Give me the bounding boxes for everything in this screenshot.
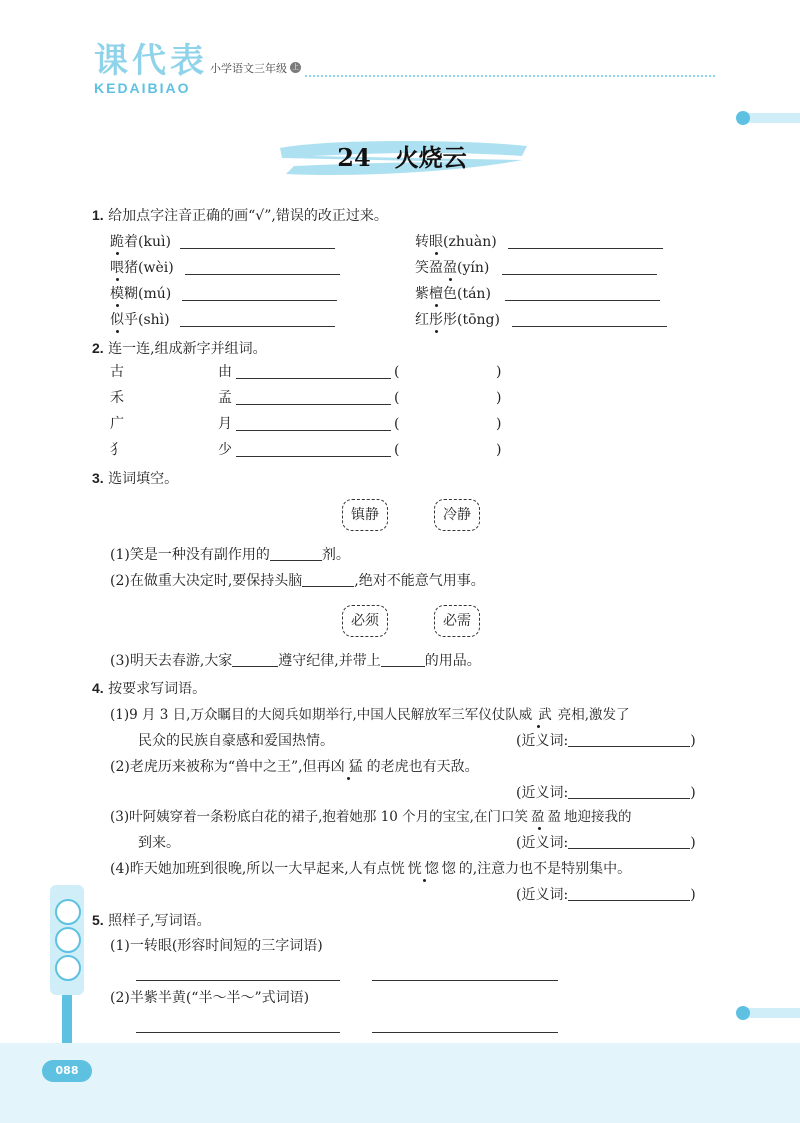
q1-item: 模糊(mú): [110, 286, 172, 302]
q2-left-char: 禾: [110, 390, 124, 406]
q1-answer-line[interactable]: [505, 300, 660, 301]
traffic-light-pole: [62, 995, 72, 1043]
footer-band: [0, 1043, 800, 1123]
word-box: 必须: [342, 605, 388, 637]
q1-item: 红彤彤(tōng): [415, 312, 500, 328]
q5-answer-line[interactable]: [136, 1032, 340, 1033]
q1-item: 笑盈盈(yín): [415, 260, 490, 276]
q2-left-char: 古: [110, 364, 124, 380]
word-box: 镇静: [342, 499, 388, 531]
traffic-light-icon: [50, 885, 84, 995]
q3-prompt: 3. 选词填空。: [92, 470, 179, 487]
q4-sentence-3-line1: (3)叶阿姨穿着一条粉底白花的裙子,抱着她那 10 个月的宝宝,在门口笑盈盈地迎接我的: [110, 809, 632, 825]
jinyi-answer-line[interactable]: [568, 834, 690, 849]
q4-jinyi-2: (近义词: ): [516, 785, 696, 801]
q3-sentence-3: (3)明天去春游,大家 遵守纪律,并带上 的用品。: [110, 653, 481, 669]
q1-prompt: [92, 205, 388, 226]
q2-answer-line[interactable]: [236, 404, 391, 405]
q2-paren-close: ): [496, 416, 502, 432]
q3-sentence-2: (2)在做重大决定时,要保持头脑 ,绝对不能意气用事。: [110, 573, 485, 589]
grade-label: 小学语文三年级: [210, 62, 287, 75]
brand-subtitle: KEDAIBIAO: [94, 80, 191, 96]
q1-number: 1.: [92, 207, 104, 223]
q2-left-char: 犭: [110, 442, 124, 458]
lesson-title: 24 火烧云: [337, 143, 467, 172]
header-dotted-line: [305, 75, 715, 77]
q1-item: 转眼(zhuàn): [415, 234, 497, 250]
q1-answer-line[interactable]: [185, 274, 340, 275]
q5-prompt: 5. 照样子,写词语。: [92, 912, 211, 929]
q2-prompt: 2. 连一连,组成新字并组词。: [92, 340, 267, 357]
q2-right-char: 少: [218, 442, 232, 458]
q3-sentence-1: (1)笑是一种没有副作用的 剂。: [110, 547, 350, 563]
brand-logo: 课代表: [94, 41, 208, 81]
q2-answer-line[interactable]: [236, 378, 391, 379]
q1-answer-line[interactable]: [182, 300, 337, 301]
q2-answer-line[interactable]: [236, 456, 391, 457]
q4-prompt: 4. 按要求写词语。: [92, 680, 207, 697]
q1-item: 喂猪(wèi): [110, 260, 174, 276]
q2-paren-close: ): [496, 390, 502, 406]
q1-answer-line[interactable]: [180, 326, 335, 327]
q2-paren-open: (: [394, 416, 400, 432]
q2-right-char: 由: [218, 364, 232, 380]
q2-right-char: 月: [218, 416, 232, 432]
q5-answer-line[interactable]: [372, 980, 558, 981]
q1-answer-line[interactable]: [512, 326, 667, 327]
blank[interactable]: [302, 572, 354, 587]
q2-paren-open: (: [394, 390, 400, 406]
q1-answer-line[interactable]: [508, 248, 663, 249]
q2-paren-close: ): [496, 442, 502, 458]
right-decor-bar-bottom: [738, 1008, 800, 1018]
q4-jinyi-4: (近义词: ): [516, 887, 696, 903]
q4-sentence-2: (2)老虎历来被称为“兽中之王”,但再凶猛的老虎也有天敌。: [110, 759, 479, 775]
blank[interactable]: [381, 652, 425, 667]
q5-answer-line[interactable]: [136, 980, 340, 981]
q1-item: 紫檀色(tán): [415, 286, 491, 302]
q4-jinyi-3: (近义词: ): [516, 835, 696, 851]
page-number: 088: [42, 1060, 92, 1082]
blank[interactable]: [232, 652, 278, 667]
q1-answer-line[interactable]: [180, 248, 335, 249]
q2-paren-open: (: [394, 364, 400, 380]
word-box: 必需: [434, 605, 480, 637]
q4-sentence-1-line2: 民众的民族自豪感和爱国热情。: [138, 733, 334, 749]
right-decor-bar-top: [738, 113, 800, 123]
q2-left-char: 广: [110, 416, 124, 432]
q2-right-char: 孟: [218, 390, 232, 406]
q5-answer-line[interactable]: [372, 1032, 558, 1033]
word-box: 冷静: [434, 499, 480, 531]
grade-badge: 上册: [292, 63, 299, 82]
q4-sentence-4: (4)昨天她加班到很晚,所以一大早起来,人有点恍恍惚惚的,注意力也不是特别集中。: [110, 861, 632, 877]
jinyi-answer-line[interactable]: [568, 732, 690, 747]
q1-text: 给加点字注音正确的画“√”,错误的改正过来。: [108, 208, 388, 224]
q2-paren-open: (: [394, 442, 400, 458]
q1-answer-line[interactable]: [502, 274, 657, 275]
jinyi-answer-line[interactable]: [568, 886, 690, 901]
q4-sentence-3-line2: 到来。: [138, 835, 180, 851]
q1-item: 跪着(kuì): [110, 234, 171, 250]
q5-sentence-1: (1)一转眼(形容时间短的三字词语): [110, 938, 323, 954]
jinyi-answer-line[interactable]: [568, 784, 690, 799]
q4-jinyi-1: (近义词: ): [516, 733, 696, 749]
q2-answer-line[interactable]: [236, 430, 391, 431]
q4-sentence-1-line1: (1)9 月 3 日,万众瞩目的大阅兵如期举行,中国人民解放军三军仪仗队威武亮相,激发了: [110, 707, 630, 723]
q5-sentence-2: (2)半紫半黄(“半～半～”式词语): [110, 990, 310, 1006]
q2-paren-close: ): [496, 364, 502, 380]
blank[interactable]: [270, 546, 322, 561]
q1-item: 似乎(shì): [110, 312, 170, 328]
